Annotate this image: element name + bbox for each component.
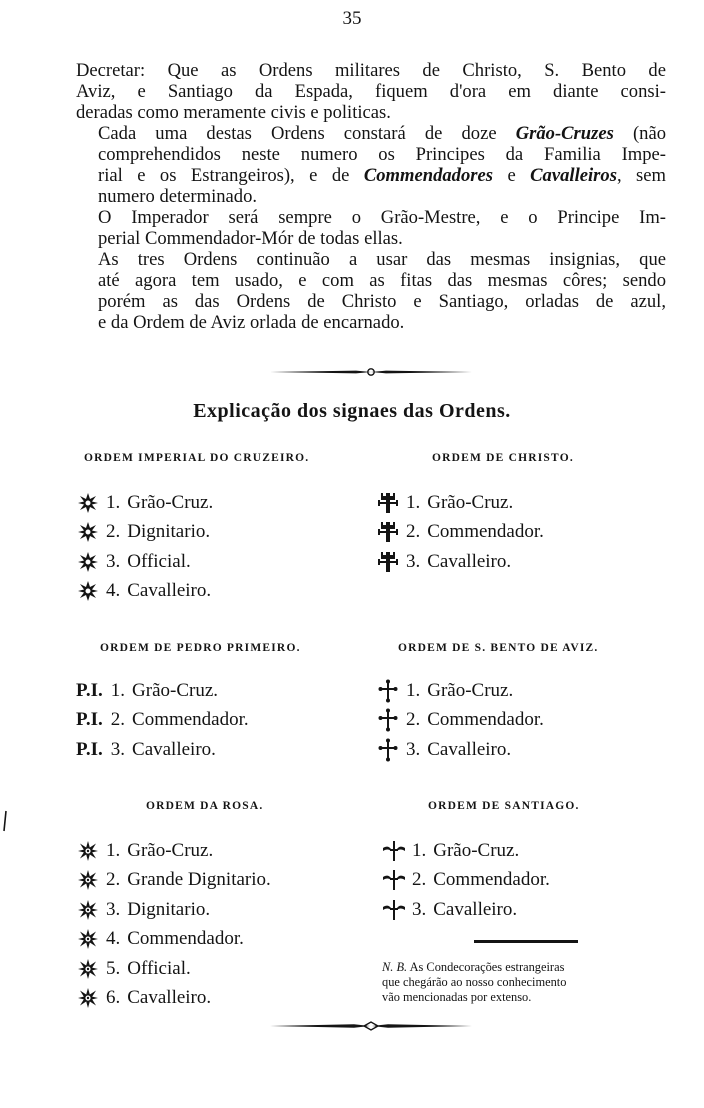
ornamental-rule-top <box>268 366 474 378</box>
order-item <box>74 895 271 925</box>
order-item <box>74 488 213 518</box>
order-item <box>76 735 249 765</box>
text-line: perial Commendador-Mór de todas ellas. <box>98 228 403 249</box>
order-list-cruzeiro <box>74 488 213 606</box>
page-number: 35 <box>342 8 362 29</box>
order-item <box>74 577 213 607</box>
item-label: Dignitario. <box>127 898 211 920</box>
item-number: 1. <box>106 491 121 513</box>
order-item <box>380 895 550 925</box>
order-item <box>74 954 271 984</box>
order-heading-christo: ORDEM DE CHRISTO. <box>432 452 574 464</box>
text-line: deradas como meramente civis e politicas. <box>76 102 391 123</box>
santiago-sword-cross-icon <box>380 899 408 921</box>
text-line <box>76 165 666 186</box>
text-line: Aviz, e Santiago da Espada, fiquem d'ora em diante consi- <box>76 81 666 102</box>
item-label: Cavalleiro. <box>433 898 518 920</box>
footnote-text: As Condecorações estrangeiras <box>409 960 565 974</box>
order-item <box>74 518 213 548</box>
item-label: Commendador. <box>427 521 544 543</box>
text-line: O Imperador será sempre o Grão-Mestre, e o Principe Im- <box>98 207 666 228</box>
note-divider <box>474 940 578 943</box>
text-line: numero determinado. <box>98 186 258 207</box>
order-item <box>76 676 249 706</box>
order-item <box>374 488 544 518</box>
emphasis-cavalleiros: Cavalleiros <box>530 165 617 186</box>
order-heading-pedro: ORDEM DE PEDRO PRIMEIRO. <box>100 642 301 654</box>
cross-of-christ-icon <box>374 492 402 514</box>
text-line: até agora tem usado, e com as fitas das mesmas côres; sendo <box>98 270 666 291</box>
rose-star-icon <box>74 840 102 862</box>
emphasis-commendadores: Commendadores <box>363 165 493 186</box>
order-item <box>374 706 544 736</box>
order-item <box>74 866 271 896</box>
rose-star-icon <box>74 987 102 1009</box>
item-label: Grão-Cruz. <box>127 491 214 513</box>
footnote <box>382 960 672 1005</box>
item-number: 4. <box>106 928 121 950</box>
margin-mark <box>2 810 8 832</box>
item-number: 5. <box>106 957 121 979</box>
order-list-christo <box>374 488 544 577</box>
order-item <box>374 676 544 706</box>
order-item <box>76 706 249 736</box>
text-line: porém as das Ordens de Christo e Santiago, orladas de azul, <box>98 291 666 312</box>
aviz-fleury-cross-icon <box>374 738 402 762</box>
order-item <box>374 547 544 577</box>
order-heading-rosa: ORDEM DA ROSA. <box>146 800 264 812</box>
item-number: 3. <box>406 738 421 760</box>
cruzeiro-star-icon <box>74 580 102 602</box>
item-number: 3. <box>106 898 121 920</box>
item-number: 3. <box>412 898 427 920</box>
item-label: Commendador. <box>132 709 249 731</box>
text-line: As tres Ordens continuão a usar das mesmas insignias, que <box>98 249 666 270</box>
santiago-sword-cross-icon <box>380 840 408 862</box>
cruzeiro-star-icon <box>74 521 102 543</box>
item-number: 2. <box>110 709 126 731</box>
item-label: Grão-Cruz. <box>132 679 219 701</box>
item-label: Official. <box>127 550 191 572</box>
text-line: Decretar: Que as Ordens militares de Christo, S. Bento de <box>76 60 666 81</box>
item-label: Official. <box>127 957 191 979</box>
item-number: 4. <box>106 580 121 602</box>
ornamental-rule-bottom <box>268 1020 474 1032</box>
order-item <box>374 518 544 548</box>
item-number: 1. <box>106 839 121 861</box>
order-list-santiago <box>380 836 550 925</box>
item-number: 3. <box>406 550 421 572</box>
order-heading-aviz: ORDEM DE S. BENTO DE AVIZ. <box>398 642 599 654</box>
decree-paragraph-4 <box>76 249 666 333</box>
text-fragment: e <box>493 165 531 186</box>
item-label: Commendador. <box>427 709 544 731</box>
decree-paragraph-1 <box>76 60 666 123</box>
item-label: Dignitario. <box>127 521 211 543</box>
rose-star-icon <box>74 869 102 891</box>
rose-star-icon <box>74 899 102 921</box>
pedro-primeiro-mark: P.I. <box>76 709 103 731</box>
text-line <box>76 123 666 144</box>
order-list-aviz <box>374 676 544 765</box>
order-item <box>74 984 271 1014</box>
item-label: Grão-Cruz. <box>127 839 214 861</box>
item-number: 3. <box>106 550 121 572</box>
order-list-rosa <box>74 836 271 1013</box>
item-number: 2. <box>406 521 421 543</box>
item-number: 2. <box>406 709 421 731</box>
pedro-primeiro-mark: P.I. <box>76 738 103 760</box>
order-item <box>74 836 271 866</box>
item-number: 1. <box>406 491 421 513</box>
decree-paragraph-3 <box>76 207 666 249</box>
item-number: 6. <box>106 987 121 1009</box>
text-line: comprehendidos neste numero os Principes da Familia Impe- <box>98 144 666 165</box>
pedro-primeiro-mark: P.I. <box>76 679 103 701</box>
item-label: Grão-Cruz. <box>427 491 514 513</box>
cruzeiro-star-icon <box>74 492 102 514</box>
cross-of-christ-icon <box>374 521 402 543</box>
text-fragment: Cada uma destas Ordens constará de doze <box>98 123 516 144</box>
item-number: 1. <box>412 839 427 861</box>
item-label: Cavalleiro. <box>427 738 512 760</box>
decree-text <box>76 60 666 333</box>
item-number: 1. <box>110 679 126 701</box>
item-label: Cavalleiro. <box>132 738 216 760</box>
item-number: 3. <box>110 738 126 760</box>
order-item <box>374 735 544 765</box>
section-title: Explicação dos signaes das Ordens. <box>193 400 511 422</box>
item-label: Cavalleiro. <box>127 580 212 602</box>
item-label: Grande Dignitario. <box>127 869 271 891</box>
footnote-line: que chegárão ao nosso conhecimento <box>382 975 567 989</box>
text-fragment: (não <box>613 123 667 144</box>
item-label: Cavalleiro. <box>127 987 212 1009</box>
order-heading-cruzeiro: ORDEM IMPERIAL DO CRUZEIRO. <box>84 452 310 464</box>
item-label: Cavalleiro. <box>427 550 512 572</box>
item-label: Grão-Cruz. <box>433 839 520 861</box>
text-line: e da Ordem de Aviz orlada de encarnado. <box>98 312 405 333</box>
order-item <box>380 866 550 896</box>
footnote-line <box>382 960 672 975</box>
emphasis-grao-cruzes: Grão-Cruzes <box>515 123 614 144</box>
cross-of-christ-icon <box>374 551 402 573</box>
text-fragment: , sem <box>616 165 666 186</box>
footnote-line: vão mencionadas por extenso. <box>382 990 532 1004</box>
item-number: 2. <box>412 869 427 891</box>
santiago-sword-cross-icon <box>380 869 408 891</box>
order-item <box>380 836 550 866</box>
item-number: 1. <box>406 679 421 701</box>
rose-star-icon <box>74 958 102 980</box>
rose-star-icon <box>74 928 102 950</box>
aviz-fleury-cross-icon <box>374 679 402 703</box>
decree-paragraph-2 <box>76 123 666 207</box>
order-item <box>74 547 213 577</box>
item-number: 2. <box>106 869 121 891</box>
aviz-fleury-cross-icon <box>374 708 402 732</box>
item-label: Commendador. <box>433 869 550 891</box>
item-label: Grão-Cruz. <box>427 679 514 701</box>
cruzeiro-star-icon <box>74 551 102 573</box>
nb-label: N. B. <box>382 960 408 974</box>
order-heading-santiago: ORDEM DE SANTIAGO. <box>428 800 580 812</box>
item-label: Commendador. <box>127 928 244 950</box>
order-list-pedro <box>76 676 249 765</box>
text-fragment: rial e os Estrangeiros), e de <box>98 165 364 186</box>
item-number: 2. <box>106 521 121 543</box>
order-item <box>74 925 271 955</box>
